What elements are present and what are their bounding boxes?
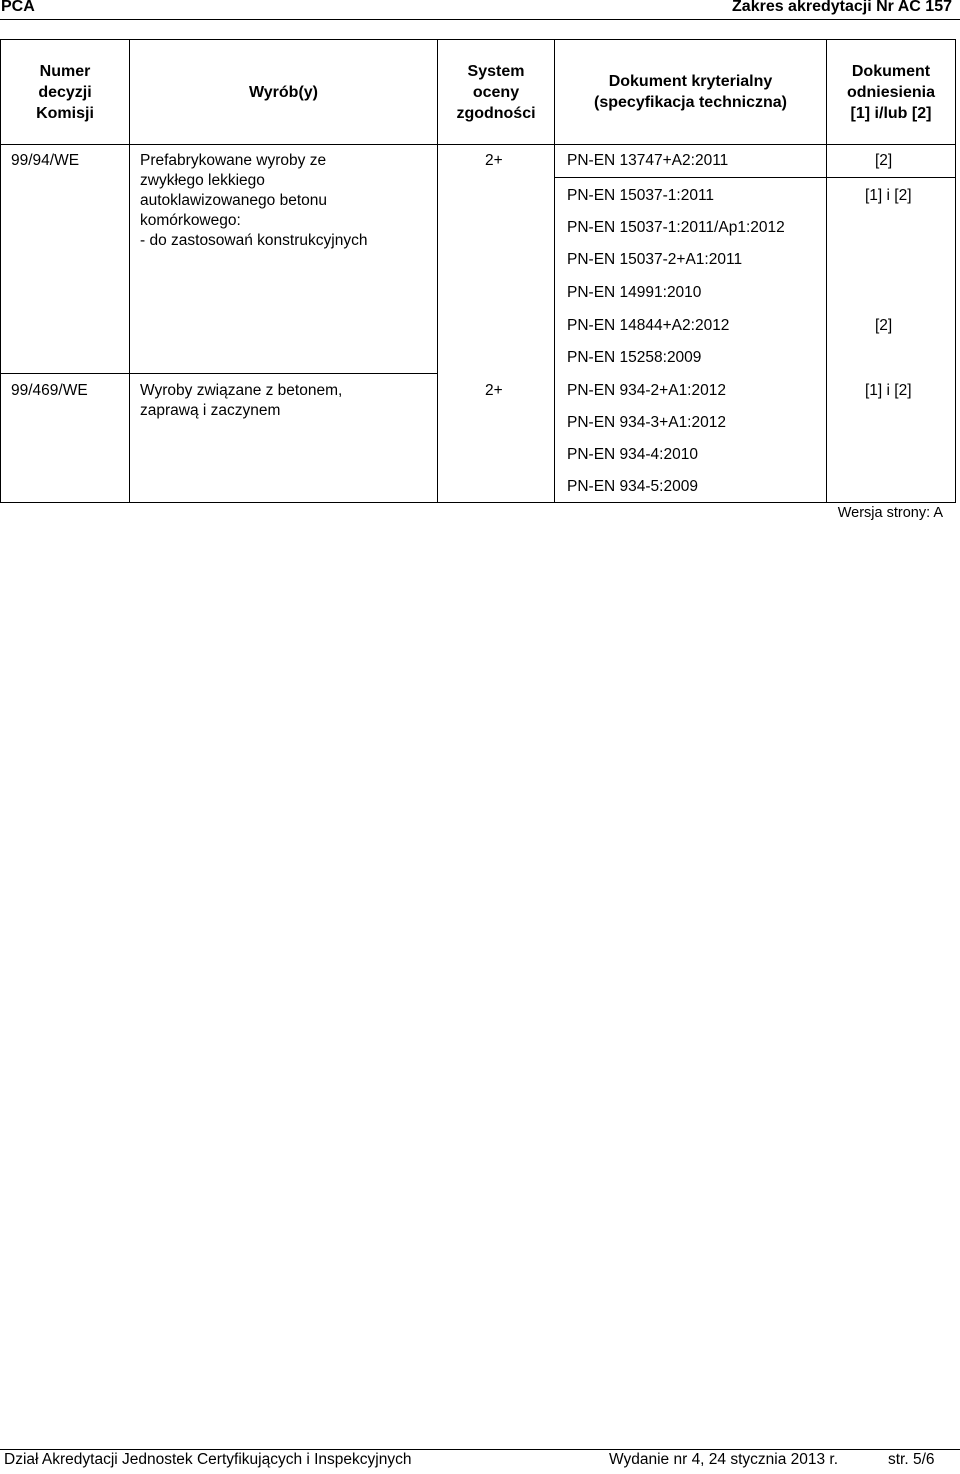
reference-value: [1] i [2] <box>865 187 912 204</box>
footer-department: Dział Akredytacji Jednostek Certyfikujących i Inspekcyjnych <box>4 1451 412 1468</box>
standard-item: PN-EN 934-2+A1:2012 <box>567 382 726 399</box>
header-row-divider <box>1 144 955 145</box>
reference-value: [2] <box>875 317 893 334</box>
header-org: PCA <box>1 0 35 15</box>
product-name: Wyroby związane z betonem, zaprawą i zaczynem <box>140 382 343 419</box>
col-header-system: System oceny zgodności <box>456 62 536 122</box>
decision-number: 99/94/WE <box>11 152 80 169</box>
standard-item: PN-EN 934-4:2010 <box>567 446 698 463</box>
row-divider <box>554 177 955 178</box>
footer-edition: Wydanie nr 4, 24 stycznia 2013 r. <box>609 1451 839 1468</box>
col-header-reference: Dokument odniesienia [1] i/lub [2] <box>846 62 936 122</box>
standard-item: PN-EN 934-3+A1:2012 <box>567 414 726 431</box>
col-header-product: Wyrób(y) <box>248 83 319 101</box>
standard-item: PN-EN 15258:2009 <box>567 349 702 366</box>
accreditation-table <box>0 39 956 503</box>
header-divider <box>0 19 960 20</box>
page-version: Wersja strony: A <box>837 505 943 521</box>
decision-number: 99/469/WE <box>11 382 88 399</box>
reference-value: [1] i [2] <box>865 382 912 399</box>
standard-item: PN-EN 15037-1:2011 <box>567 187 715 204</box>
row-divider <box>1 373 437 374</box>
reference-value: [2] <box>875 152 893 169</box>
standard-item: PN-EN 15037-2+A1:2011 <box>567 251 743 268</box>
standard-item: PN-EN 934-5:2009 <box>567 478 698 495</box>
system-value: 2+ <box>485 382 503 399</box>
standard-item: PN-EN 14991:2010 <box>567 284 702 301</box>
col-header-criteria: Dokument kryterialny (specyfikacja techniczna) <box>594 73 787 111</box>
system-value: 2+ <box>485 152 503 169</box>
col-header-decision: Numer decyzji Komisji <box>36 62 94 122</box>
header-title: Zakres akredytacji Nr AC 157 <box>732 0 952 15</box>
footer-divider <box>0 1449 960 1450</box>
footer-page-number: str. 5/6 <box>888 1451 935 1468</box>
standard-item: PN-EN 15037-1:2011/Ap1:2012 <box>567 219 785 236</box>
standard-item: PN-EN 13747+A2:2011 <box>567 152 729 169</box>
product-name: Prefabrykowane wyroby ze zwykłego lekkiego autoklawizowanego betonu komórkowego: - do zastosowań konstrukcyjnych <box>140 152 368 249</box>
standard-item: PN-EN 14844+A2:2012 <box>567 317 730 334</box>
page-header <box>0 0 960 20</box>
